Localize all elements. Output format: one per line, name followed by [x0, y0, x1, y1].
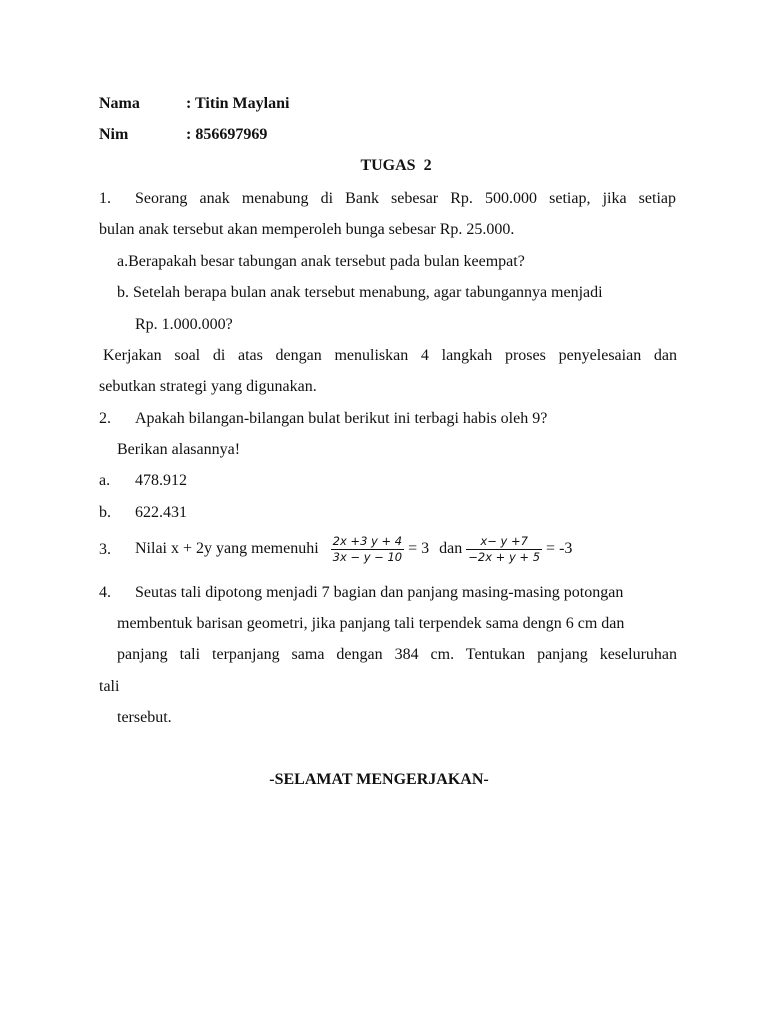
q3-fraction-2-numerator: x− y +7: [466, 535, 542, 550]
q3-fraction-1: [331, 535, 404, 564]
q3-equals-2: = -3: [546, 540, 573, 557]
q4-line4: tali: [99, 678, 120, 695]
q3-number: 3.: [99, 541, 111, 558]
q1-instruction-line2: sebutkan strategi yang digunakan.: [99, 378, 317, 395]
q4-line3: panjang tali terpanjang sama dengan 384 cm. Tentukan panjang keseluruhan: [117, 646, 677, 663]
nim-label: Nim: [99, 126, 129, 143]
nama-label: Nama: [99, 95, 140, 112]
q1-part-b-line1: b. Setelah berapa bulan anak tersebut menabung, agar tabungannya menjadi: [117, 284, 603, 301]
nim-value: : 856697969: [186, 126, 268, 143]
q3-text: Nilai x + 2y yang memenuhi: [135, 540, 319, 557]
q2-line2: Berikan alasannya!: [117, 441, 241, 458]
page-title: TUGAS 2: [360, 157, 432, 174]
q3-fraction-1-numerator: 2x +3 y + 4: [332, 533, 403, 548]
q2-b-value: 622.431: [135, 504, 187, 521]
q3-dan: dan: [439, 540, 463, 557]
closing-message: -SELAMAT MENGERJAKAN-: [269, 771, 489, 788]
q3-fraction-2: [466, 535, 542, 564]
q1-line2: bulan anak tersebut akan memperoleh bunga sebesar Rp. 25.000.: [99, 221, 515, 238]
q2-number: 2.: [99, 410, 111, 427]
q3-equals-1: = 3: [408, 540, 430, 557]
q4-line2: membentuk barisan geometri, jika panjang tali terpendek sama dengn 6 cm dan: [117, 615, 625, 632]
q3-fraction-2-denominator: −2x + y + 5: [468, 549, 541, 564]
q1-number: 1.: [99, 190, 111, 207]
q4-line5: tersebut.: [117, 709, 172, 726]
q3-fraction-1-denominator: 3x − y − 10: [332, 549, 403, 564]
q1-part-b-line2: Rp. 1.000.000?: [135, 316, 233, 333]
q2-a-value: 478.912: [135, 472, 187, 489]
q4-line1: Seutas tali dipotong menjadi 7 bagian dan panjang masing-masing potongan: [135, 584, 624, 601]
q1-part-a: a.Berapakah besar tabungan anak tersebut pada bulan keempat?: [117, 253, 525, 270]
q2-a-label: a.: [99, 472, 111, 489]
q2-line1: Apakah bilangan-bilangan bulat berikut ini terbagi habis oleh 9?: [135, 410, 548, 427]
q1-line1: Seorang anak menabung di Bank sebesar Rp. 500.000 setiap, jika setiap: [135, 190, 676, 207]
q4-number: 4.: [99, 584, 111, 601]
q3-equation: [135, 528, 572, 570]
q2-b-label: b.: [99, 504, 111, 521]
nama-value: : Titin Maylani: [186, 95, 290, 112]
q1-instruction-line1: Kerjakan soal di atas dengan menuliskan 4 langkah proses penyelesaian dan: [103, 347, 677, 364]
